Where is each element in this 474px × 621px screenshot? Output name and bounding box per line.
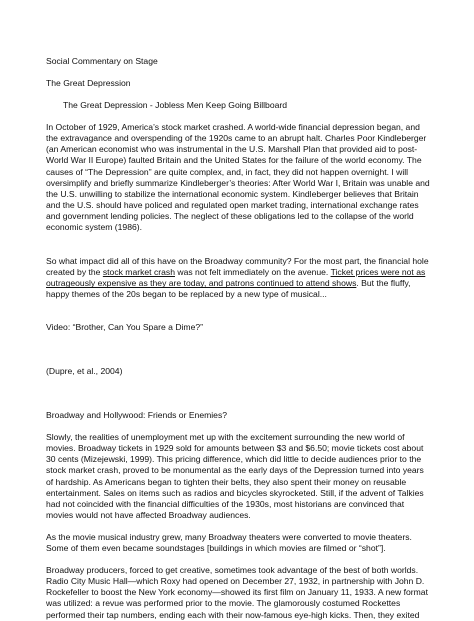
- paragraph-2: [46, 256, 442, 301]
- paragraph-line: entertainment. Sales on items such as radios and bicycles skyrocketed. Still, if the advent of Talkies: [46, 487, 424, 498]
- stock-market-crash-link[interactable]: stock market crash: [102, 267, 175, 278]
- paragraph-4: [46, 532, 442, 554]
- ticket-prices-link[interactable]: Ticket prices were not as: [330, 267, 426, 278]
- paragraph-3: [46, 432, 442, 521]
- paragraph-line: movies would not have affected Broadway audiences.: [46, 510, 251, 521]
- subtitle: The Great Depression: [46, 78, 131, 88]
- paragraph-line: movies. Broadway tickets in 1929 sold for amounts between $3 and $6.50; movie tickets cost about: [46, 443, 424, 454]
- paragraph-line: was utilized: a revue was performed prior to the movie. The glamorously costumed Rockettes: [46, 598, 401, 609]
- paragraph-line: stock market crash, proved to be monumental as the early days of the Depression turned into years: [46, 465, 424, 476]
- paragraph-line: the extravagance and overspending of the 1920s came to an abrupt halt. Charles Poor Kindleberger: [46, 133, 427, 144]
- paragraph-line: Broadway producers, forced to get creative, sometimes took advantage of the best of both worlds.: [46, 565, 419, 575]
- indented-title: The Great Depression - Jobless Men Keep Going Billboard: [63, 100, 288, 110]
- paragraph-line: had not coincided with the financial difficulties of the 1930s, most historians are convinced that: [46, 498, 405, 509]
- paragraph-line: the U.S. unwilling to stabilize the international economic system. Kindleberger believes that Britain: [46, 188, 419, 199]
- ticket-prices-link-continued[interactable]: outrageously expensive as they are today, and patrons continued to attend shows: [46, 278, 357, 289]
- paragraph-line: Radio City Music Hall—which Roxy had opened on December 27, 1932, in partnership with John D.: [46, 576, 425, 587]
- paragraph-line: economic system (1986).: [46, 222, 142, 233]
- section-title: Social Commentary on Stage: [46, 56, 158, 66]
- paragraph-line: and the U.S. should have policed and regulated open market trading, international exchange rates: [46, 200, 419, 211]
- paragraph-line: oversimplify and briefly summarize Kindleberger’s theories: After World War I, Britain was unable and: [46, 177, 430, 188]
- paragraph-line: Slowly, the realities of unemployment met up with the excitement surrounding the new world of: [46, 432, 405, 442]
- paragraph-line: (an American economist who was instrumental in the U.S. Marshall Plan that provided aid to post-: [46, 144, 418, 155]
- paragraph-5: [46, 565, 442, 621]
- paragraph-line: performed their tap numbers, ending each with their now-famous eye-high kicks. Then, they exited: [46, 609, 420, 620]
- paragraph-line: and government lending policies. The neglect of these obligations led to the collapse of the world: [46, 211, 414, 222]
- text-run: . But the fluffy,: [356, 278, 411, 289]
- paragraph-line: Some of them even became soundstages [buildings in which movies are filmed or “shot”].: [46, 543, 386, 554]
- video-caption: Video: “Brother, Can You Spare a Dime?”: [46, 322, 204, 332]
- paragraph-1: [46, 122, 442, 234]
- paragraph-line: happy themes of the 20s began to be replaced by a new type of musical...: [46, 289, 327, 300]
- paragraph-line: World War II Europe) faulted Britain and the United States for the failure of the world economy. The: [46, 155, 422, 166]
- paragraph-line: [46, 267, 442, 278]
- paragraph-line: [46, 278, 442, 289]
- citation: (Dupre, et al., 2004): [46, 366, 123, 376]
- paragraph-line: So what impact did all of this have on the Broadway community? For the most part, the financial hole: [46, 256, 429, 266]
- section-heading-2: Broadway and Hollywood: Friends or Enemies?: [46, 410, 228, 420]
- paragraph-line: As the movie musical industry grew, many Broadway theaters were converted to movie theaters.: [46, 532, 412, 542]
- paragraph-line: 30 cents (Mizejewski, 1999). This pricing difference, which did little to decide audiences prior to the: [46, 454, 422, 465]
- paragraph-line: causes of “The Depression” are quite complex, and, in fact, they did not happen overnight. I will: [46, 166, 409, 177]
- text-run: was not felt immediately on the avenue.: [174, 267, 331, 278]
- text-run: created by the: [46, 267, 103, 278]
- paragraph-line: In October of 1929, America’s stock market crashed. A world-wide financial depression began, and: [46, 122, 420, 132]
- paragraph-line: Rockefeller to boost the New York economy—showed its first film on January 11, 1933. A new format: [46, 587, 428, 598]
- paragraph-line: of hardship. As Americans began to tighten their belts, they also spent their money on reusable: [46, 476, 407, 487]
